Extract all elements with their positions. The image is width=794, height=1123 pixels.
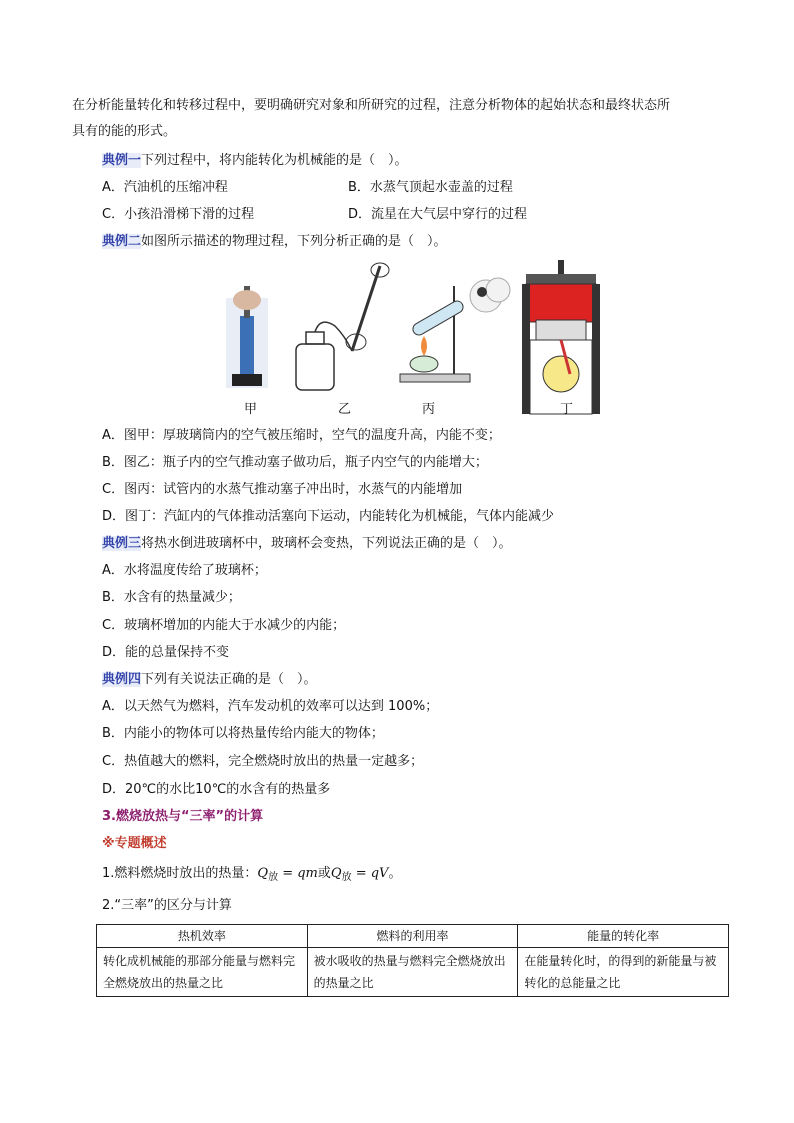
ex4-option-b: B．内能小的物体可以将热量传给内能大的物体；: [102, 726, 384, 741]
formula-end: 。: [388, 866, 402, 881]
formula-sub-a: 放: [268, 872, 279, 883]
table-row: [97, 948, 729, 997]
table-header: 热机效率: [97, 925, 308, 948]
formula-eq-b: = qV: [351, 866, 389, 881]
formula-q-b: Q: [330, 866, 342, 881]
table-header: 能量的转化率: [518, 925, 729, 948]
example-2-text: 如图所示描述的物理过程，下列分析正确的是（ ）。: [141, 234, 447, 249]
example-3-question: [102, 534, 512, 554]
ex3-option-c: C．玻璃杯增加的内能大于水减少的内能；: [102, 618, 346, 633]
figure-label-ding: 丁: [560, 402, 574, 417]
table-cell: 被水吸收的热量与燃料完全燃烧放出 的热量之比: [307, 948, 518, 997]
ex1-option-d: D．流星在大气层中穿行的过程: [348, 207, 528, 222]
figure-bing-test-tube: [400, 278, 510, 382]
intro-line-2: 具有的能的形式。: [72, 124, 177, 139]
table-header: 燃料的利用率: [307, 925, 518, 948]
example-1-text: 下列过程中，将内能转化为机械能的是（ ）。: [141, 153, 408, 168]
ex1-option-b: B．水蒸气顶起水壶盖的过程: [348, 180, 513, 195]
example-3-tag: 典例三: [102, 536, 142, 551]
formula-line: [102, 864, 401, 888]
three-rates-heading: 2.“三率”的区分与计算: [102, 898, 232, 913]
figure-label-jia: 甲: [244, 402, 258, 417]
example-2-tag: 典例二: [102, 234, 142, 249]
example-4-tag: 典例四: [102, 672, 142, 687]
table-header-row: [97, 925, 729, 948]
example-4-question: [102, 670, 317, 690]
ex1-option-c: C．小孩沿滑梯下滑的过程: [102, 207, 255, 222]
formula-sub-b: 放: [341, 872, 352, 883]
ex4-option-c: C．热值越大的燃料，完全燃烧时放出的热量一定越多；: [102, 754, 424, 769]
example-4-text: 下列有关说法正确的是（ ）。: [141, 672, 317, 687]
section-3-title: 3.燃烧放热与“三率”的计算: [102, 809, 264, 824]
ex4-option-d: D．20℃的水比10℃的水含有的热量多: [102, 782, 331, 797]
example-2-question: [102, 232, 447, 252]
physics-figures: [220, 256, 610, 426]
example-1-question: [102, 151, 408, 171]
ex4-option-a: A．以天然气为燃料，汽车发动机的效率可以达到 100%；: [102, 699, 439, 714]
ex1-option-a: A．汽油机的压缩冲程: [102, 180, 228, 195]
example-1-tag: 典例一: [102, 153, 142, 168]
intro-line-1: 在分析能量转化和转移过程中，要明确研究对象和所研究的过程，注意分析物体的起始状态和最终状态所: [72, 98, 671, 113]
formula-prefix: 1.燃料燃烧时放出的热量：: [102, 866, 258, 881]
figure-label-bing: 丙: [422, 402, 436, 417]
figure-label-yi: 乙: [338, 402, 352, 417]
ex2-option-c: C．图丙：试管内的水蒸气推动塞子冲出时，水蒸气的内能增加: [102, 482, 463, 497]
ex2-option-a: A．图甲：厚玻璃筒内的空气被压缩时，空气的温度升高，内能不变；: [102, 428, 501, 443]
table-cell: 转化成机械能的那部分能量与燃料完 全燃烧放出的热量之比: [97, 948, 308, 997]
figure-ding-engine: [522, 260, 600, 414]
formula-q-a: Q: [257, 866, 269, 881]
ex2-option-d: D．图丁：汽缸内的气体推动活塞向下运动，内能转化为机械能，气体内能减少: [102, 509, 555, 524]
figure-jia-cylinder: [226, 286, 268, 388]
table-cell: 在能量转化时，的得到的新能量与被 转化的总能量之比: [518, 948, 729, 997]
rates-table: [96, 924, 729, 997]
figure-yi-bottle: [296, 263, 389, 390]
ex3-option-a: A．水将温度传给了玻璃杯；: [102, 563, 267, 578]
section-overview: ※专题概述: [102, 836, 167, 851]
ex2-option-b: B．图乙：瓶子内的空气推动塞子做功后，瓶子内空气的内能增大；: [102, 455, 488, 470]
example-3-text: 将热水倒进玻璃杯中，玻璃杯会变热，下列说法正确的是（ ）。: [141, 536, 512, 551]
formula-eq-a: = qm: [278, 866, 318, 881]
ex3-option-d: D．能的总量保持不变: [102, 645, 230, 660]
ex3-option-b: B．水含有的热量减少；: [102, 590, 241, 605]
formula-or: 或: [317, 866, 331, 881]
